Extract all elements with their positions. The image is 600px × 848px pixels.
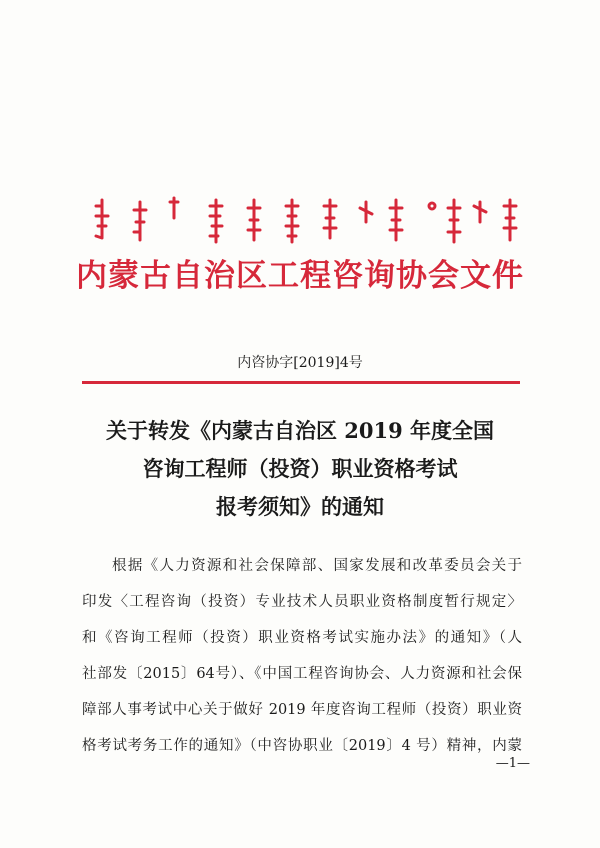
mongolian-script-header [40, 192, 560, 248]
notice-title [60, 412, 540, 526]
red-divider-line [82, 381, 520, 384]
body-line: 印发〈工程咨询（投资）专业技术人员职业资格制度暂行规定〉 [82, 594, 522, 610]
organization-title: 内蒙古自治区工程咨询协会文件 [76, 258, 524, 294]
notice-title-line: 关于转发《内蒙古自治区 2019 年度全国 [105, 418, 495, 443]
body-paragraph [82, 548, 522, 764]
body-line: 格考试考务工作的通知》（中咨协职业〔2019〕4 号）精神，内蒙 [82, 738, 522, 754]
document-number: 内咨协字[2019]4号 [237, 355, 363, 371]
body-line: 社部发〔2015〕64号）、《中国工程咨询协会、人力资源和社会保 [82, 666, 522, 682]
notice-title-line: 报考须知》的通知 [216, 494, 384, 519]
page-number: —1— [495, 756, 530, 771]
body-line: 障部人事考试中心关于做好 2019 年度咨询工程师（投资）职业资 [82, 702, 522, 718]
notice-title-line: 咨询工程师（投资）职业资格考试 [142, 456, 458, 481]
body-line: 根据《人力资源和社会保障部、国家发展和改革委员会关于 [112, 558, 522, 574]
body-line: 和《咨询工程师（投资）职业资格考试实施办法》的通知》（人 [82, 630, 522, 646]
mongolian-script-graphic [40, 192, 560, 248]
